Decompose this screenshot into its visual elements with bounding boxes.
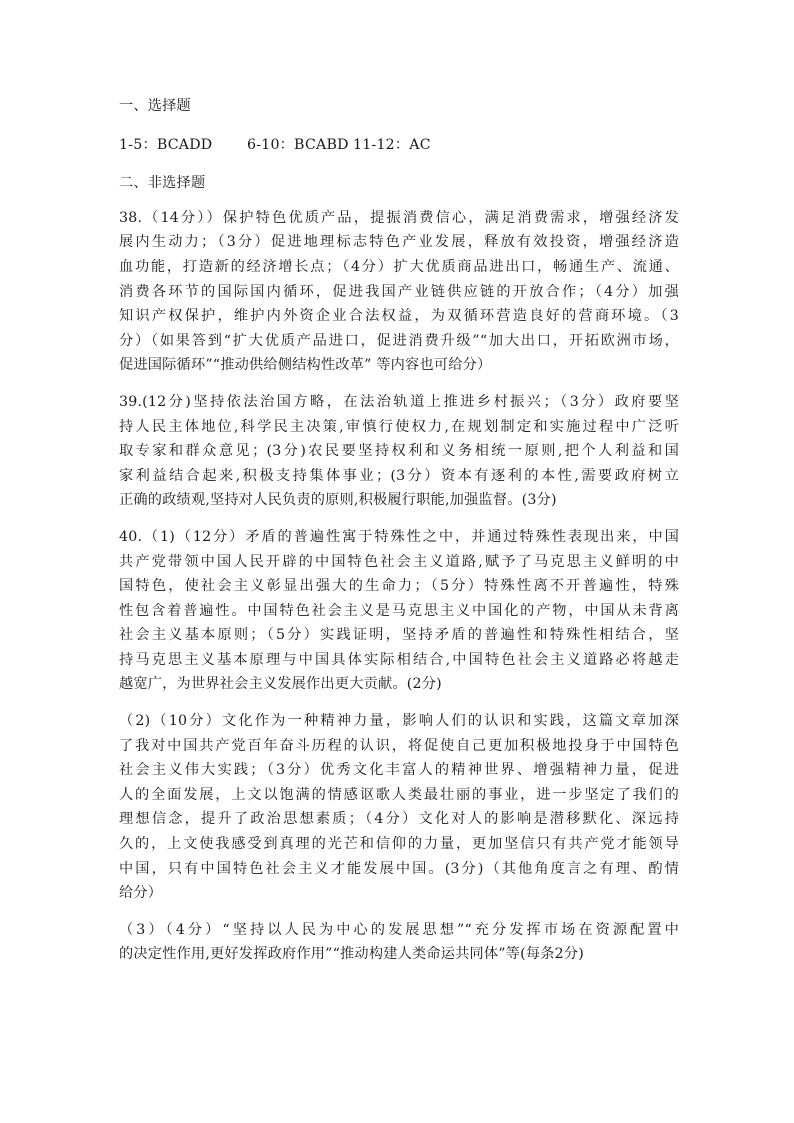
text-line: （3）（4分）“坚持以人民为中心的发展思想”“充分发挥市场在资源配置中 xyxy=(119,921,679,938)
text-line: 家利益结合起来,积极支持集体事业；(3分）资本有逐利的本性,需要政府树立 xyxy=(119,467,679,484)
multiple-choice-answers xyxy=(119,133,679,158)
text-line: 了我对中国共产党百年奋斗历程的认识，将促使自己更加积极地投身于中国特色 xyxy=(119,737,679,754)
text-line: 理想信念，提升了政治思想素质；（4分）文化对人的影响是潜移默化、深远持 xyxy=(119,811,679,828)
text-line: 人的全面发展，上文以饱满的情感讴歌人类最壮丽的事业，进一步坚定了我们的 xyxy=(119,786,679,803)
text-line: （2)（10分）文化作为一种精神力量，影响人们的认识和实践，这篇文章加深 xyxy=(119,713,679,730)
question-39-answer xyxy=(119,390,679,513)
section-two-title: 二、非选择题 xyxy=(119,175,206,192)
text-line: 性包含着普遍性。中国特色社会主义是马克思主义中国化的产物，中国从未背离 xyxy=(119,602,679,619)
section-one-title: 一、选择题 xyxy=(119,98,191,114)
text-line: 共产党带领中国人民开辟的中国特色社会主义道路,赋予了马克思主义鲜明的中 xyxy=(119,553,679,570)
question-40-1-answer xyxy=(119,525,679,697)
text-line: 持人民主体地位,科学民主决策,审慎行使权力,在规划制定和实施过程中广泛听 xyxy=(119,418,679,435)
text-line: 给分） xyxy=(119,885,163,902)
answer-key-page xyxy=(119,94,679,967)
text-line: 消费各环节的国际国内循环，促进我国产业链供应链的开放合作；（4分）加强 xyxy=(119,283,679,300)
question-40-2-answer xyxy=(119,709,679,906)
text-line: 持马克思主义基本原理与中国具体实际相结合,中国特色社会主义道路必将越走 xyxy=(119,651,679,668)
text-line: 的决定性作用,更好发挥政府作用”“推动构建人类命运共同体”等(每条2分) xyxy=(119,946,585,963)
question-40-3-answer xyxy=(119,918,679,967)
answers-6-10: 6-10：BCABD xyxy=(247,136,349,153)
text-line: 40.（1)（12分）矛盾的普遍性寓于特殊性之中，并通过特殊性表现出来，中国 xyxy=(119,528,679,545)
text-line: 39.(12分)坚持依法治国方略，在法治轨道上推进乡村振兴；（3分）政府要坚 xyxy=(119,393,679,410)
text-line: 血功能，打造新的经济增长点；（4分）扩大优质商品进出口，畅通生产、流通、 xyxy=(119,258,679,275)
text-line: 正确的政绩观,坚持对人民负责的原则,积极履行职能,加强监督。(3分) xyxy=(119,492,557,509)
text-line: 久的，上文使我感受到真理的光芒和信仰的力量，更加坚信只有共产党才能领导 xyxy=(119,836,679,853)
text-line: 社会主义基本原则；（5分）实践证明，坚持矛盾的普遍性和特殊性相结合，坚 xyxy=(119,627,679,644)
answers-1-5: 1-5：BCADD xyxy=(119,136,213,153)
text-line: 分）（如果答到“扩大优质产品进口，促进消费升级”“加大出口，开拓欧洲市场， xyxy=(119,332,679,349)
text-line: 38.（14分））保护特色优质产品，提振消费信心，满足消费需求，增强经济发 xyxy=(119,209,679,226)
question-38-answer xyxy=(119,206,679,378)
text-line: 知识产权保护，维护内外资企业合法权益，为双循环营造良好的营商环境。（3 xyxy=(119,308,679,325)
text-line: 国特色，使社会主义彰显出强大的生命力；（5分）特殊性离不开普遍性，特殊 xyxy=(119,578,679,595)
text-line: 越宽广，为世界社会主义发展作出更大贡献。(2分) xyxy=(119,676,442,693)
answers-11-12: 11-12：AC xyxy=(353,136,431,153)
text-line: 展内生动力；（3分）促进地理标志特色产业发展，释放有效投资，增强经济造 xyxy=(119,234,679,251)
text-line: 取专家和群众意见；(3分)农民要坚持权利和义务相统一原则,把个人利益和国 xyxy=(119,443,679,460)
text-line: 社会主义伟大实践；（3分）优秀文化丰富人的精神世界、增强精神力量，促进 xyxy=(119,762,679,779)
text-line: 促进国际循环”“推动供给侧结构性改革” 等内容也可给分） xyxy=(119,357,492,374)
text-line: 中国，只有中国特色社会主义才能发展中国。(3分)（其他角度言之有理、酌情 xyxy=(119,860,679,877)
